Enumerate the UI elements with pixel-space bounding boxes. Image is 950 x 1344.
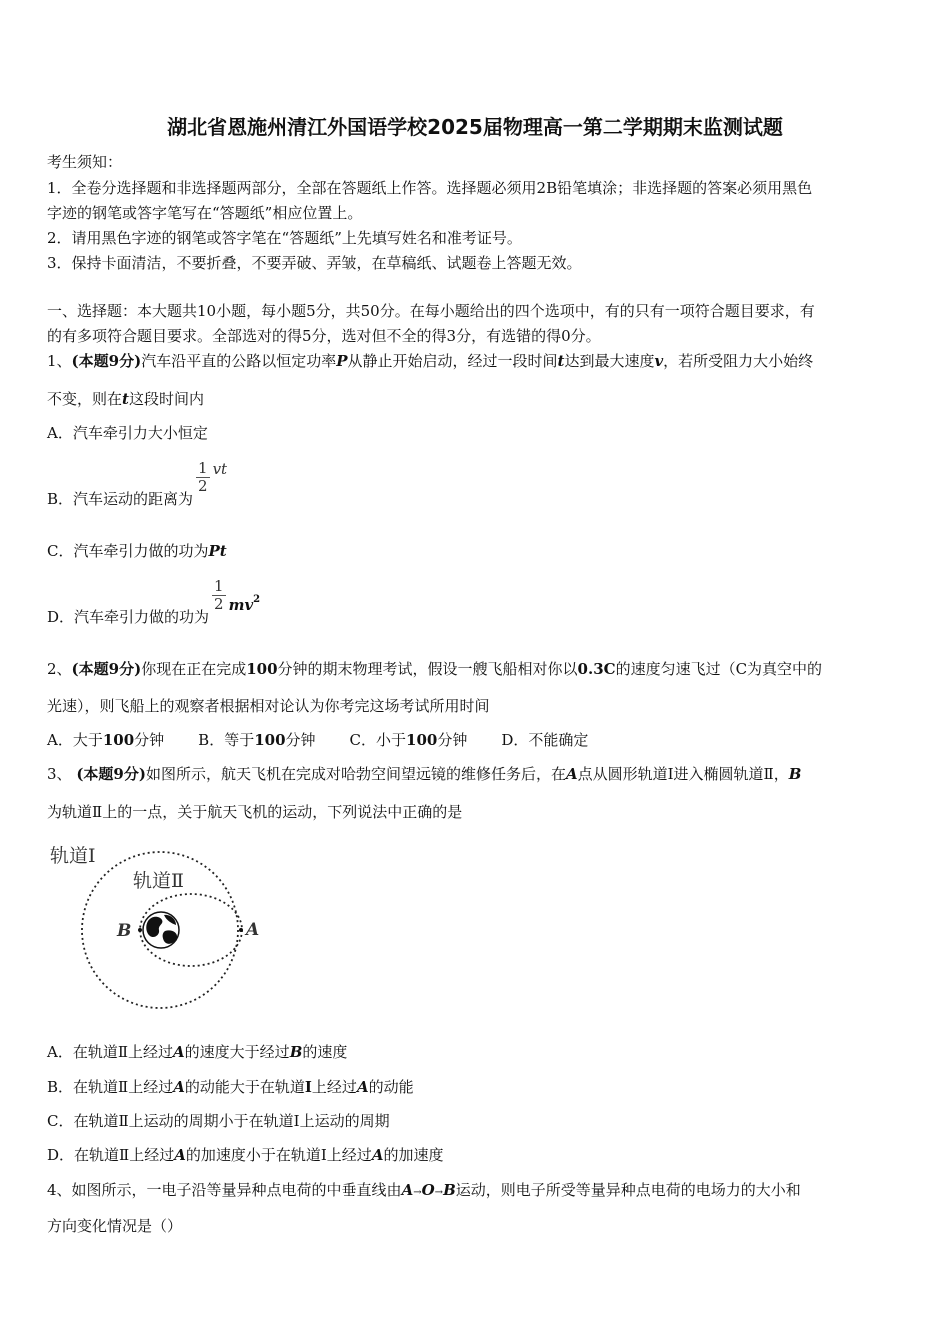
var-pt: Pt	[208, 542, 227, 560]
question-2-options	[47, 730, 588, 750]
orbit-1-label: 轨道Ⅰ	[50, 845, 96, 867]
option-a[interactable]: A．在轨道Ⅱ上经过A的速度大于经过B的速度	[47, 1043, 348, 1061]
exponent: 2	[253, 593, 261, 605]
page-title: 湖北省恩施州清江外国语学校2025届物理高一第二学期期末监测试题	[167, 115, 783, 139]
question-3-stem-cont: 为轨道Ⅱ上的一点，关于航天飞机的运动，下列说法中正确的是	[47, 803, 463, 821]
question-tag: (本题9分)	[71, 352, 142, 370]
arrow-icon: →	[413, 1187, 422, 1198]
question-4-stem: 4、如图所示，一电子沿等量异种点电荷的中垂直线由A→O→B运动，则电子所受等量异种点电荷的电场力的大小和	[47, 1181, 801, 1199]
option-text: B．汽车运动的距离为	[47, 489, 194, 508]
option-b[interactable]: B．在轨道Ⅱ上经过A的动能大于在轨道I上经过A的动能	[47, 1078, 414, 1096]
var-t: t	[122, 390, 129, 408]
question-tag: (本题9分)	[71, 660, 142, 678]
option-c[interactable]	[47, 541, 227, 561]
point-b-dot	[138, 928, 142, 932]
number: 100	[246, 660, 278, 678]
stem-text: 不变，则在	[47, 390, 123, 408]
stem-text: 如图所示，一电子沿等量异种点电荷的中垂直线由	[71, 1181, 402, 1199]
stem-text: 运动，则电子所受等量异种点电荷的电场力的大小和	[455, 1181, 801, 1199]
var-mv: mv	[228, 595, 254, 614]
point-b: B	[788, 765, 802, 783]
stem-text: 达到最大速度	[564, 352, 655, 370]
question-number: 3、	[47, 765, 72, 783]
var-t: t	[557, 352, 565, 370]
notice-item: 1．全卷分选择题和非选择题两部分，全部在答题纸上作答。选择题必须用2B铅笔填涂；非选择题的答案必须用黑色	[47, 179, 813, 197]
option-c[interactable]: C．在轨道Ⅱ上运动的周期小于在轨道Ⅰ上运动的周期	[47, 1112, 390, 1130]
notice-item: 字迹的钢笔或答字笔写在“答题纸”相应位置上。	[47, 204, 363, 222]
point-a-label: A	[246, 920, 260, 940]
option-c[interactable]: C．小于100分钟	[349, 731, 468, 749]
point-b-label: B	[117, 921, 132, 941]
option-text: D．汽车牵引力做的功为	[47, 607, 210, 626]
stem-text: 你现在正在完成	[141, 660, 247, 678]
var-v: v	[654, 352, 664, 370]
stem-text: ，若所受阻力大小始终	[663, 352, 814, 370]
stem-text: 如图所示，航天飞机在完成对哈勃空间望远镜的维修任务后，在	[145, 765, 566, 783]
stem-text: 分钟的期末物理考试，假设一艘飞船相对你以	[277, 660, 578, 678]
option-a[interactable]: A．大于100分钟	[47, 731, 165, 749]
question-number: 1、	[47, 352, 72, 370]
point-a-dot	[239, 928, 243, 932]
orbit-2-label: 轨道Ⅱ	[133, 870, 184, 892]
question-1-stem	[47, 351, 813, 371]
option-text: C．汽车牵引力做的功为	[47, 542, 209, 560]
question-tag: (本题9分)	[76, 765, 146, 783]
stem-text: 从静止开始启动，经过一段时间	[347, 352, 558, 370]
question-2-stem-cont: 光速），则飞船上的观察者根据相对论认为你考完这场考试所用时间	[47, 697, 490, 715]
option-b[interactable]	[47, 459, 228, 508]
section-heading: 一、选择题：本大题共10小题，每小题5分，共50分。在每小题给出的四个选项中，有的只有一项符合题目要求，有	[47, 302, 815, 320]
notice-item: 3．保持卡面清洁，不要折叠，不要弄破、弄皱，在草稿纸、试题卷上答题无效。	[47, 254, 582, 272]
option-d[interactable]: D．不能确定	[501, 731, 589, 749]
question-number: 2、	[47, 660, 72, 678]
option-b[interactable]: B．等于100分钟	[198, 731, 316, 749]
arrow-icon: →	[434, 1187, 444, 1198]
option-d[interactable]	[47, 577, 261, 626]
question-2-stem	[47, 659, 822, 679]
fraction: $\frac{1}{2}$	[198, 459, 208, 495]
question-number: 4、	[47, 1181, 72, 1199]
orbit-figure	[40, 835, 280, 1025]
question-4-stem-cont: 方向变化情况是（）	[47, 1217, 183, 1235]
var-p: P	[336, 352, 348, 370]
stem-text: 汽车沿平直的公路以恒定功率	[141, 352, 337, 370]
point-a: A	[565, 765, 578, 783]
notice-item: 2．请用黑色字迹的钢笔或答字笔在“答题纸”上先填写姓名和准考证号。	[47, 229, 522, 247]
notice-heading: 考生须知：	[47, 153, 123, 171]
stem-text: 点从圆形轨道Ⅰ进入椭圆轨道Ⅱ，	[577, 765, 789, 783]
stem-text: 这段时间内	[128, 390, 204, 408]
question-1-stem-cont	[47, 389, 204, 409]
section-heading-cont: 的有多项符合题目要求。全部选对的得5分，选对但不全的得3分，有选错的得0分。	[47, 327, 601, 345]
earth-icon	[143, 912, 179, 948]
var-vt: vt	[212, 459, 228, 478]
number: 0.3C	[577, 660, 616, 678]
fraction: $\frac{1}{2}$	[214, 577, 224, 613]
question-3-stem	[47, 764, 801, 784]
stem-text: 的速度匀速飞过（C为真空中的	[615, 660, 823, 678]
option-a[interactable]: A．汽车牵引力大小恒定	[47, 424, 208, 442]
option-d[interactable]: D．在轨道Ⅱ上经过A的加速度小于在轨道Ⅰ上经过A的加速度	[47, 1146, 444, 1164]
